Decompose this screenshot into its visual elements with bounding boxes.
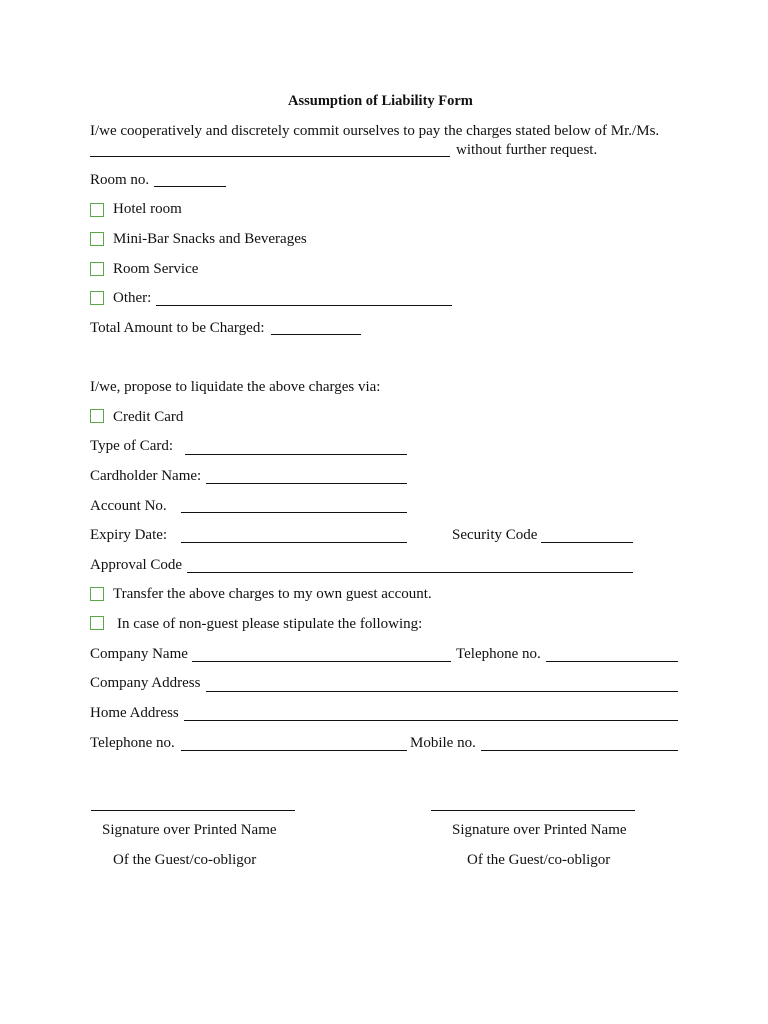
home-address-line[interactable] [184,720,678,721]
hotel-room-label: Hotel room [113,201,182,217]
liquidate-label: I/we, propose to liquidate the above charges via: [90,379,381,395]
telephone2-label: Telephone no. [90,735,175,751]
telephone-line[interactable] [546,661,678,662]
room-service-checkbox[interactable] [90,262,104,276]
intro-suffix: without further request. [456,142,598,158]
non-guest-checkbox[interactable] [90,616,104,630]
security-label: Security Code [452,527,538,543]
cardholder-label: Cardholder Name: [90,468,202,484]
account-label: Account No. [90,498,167,514]
total-label: Total Amount to be Charged: [90,320,265,336]
other-line[interactable] [156,305,452,306]
transfer-checkbox[interactable] [90,587,104,601]
form-title: Assumption of Liability Form [288,93,473,109]
expiry-label: Expiry Date: [90,527,168,543]
room-no-line[interactable] [154,186,226,187]
minibar-checkbox[interactable] [90,232,104,246]
signature-sub-left: Of the Guest/co-obligor [113,852,257,868]
company-address-line[interactable] [206,691,678,692]
credit-card-label: Credit Card [113,409,184,425]
type-of-card-label: Type of Card: [90,438,174,454]
guest-name-line[interactable] [90,156,450,157]
type-of-card-line[interactable] [185,454,407,455]
cardholder-line[interactable] [206,483,407,484]
other-label: Other: [113,290,152,306]
account-line[interactable] [181,512,407,513]
signature-sub-right: Of the Guest/co-obligor [467,852,611,868]
transfer-label: Transfer the above charges to my own guest account. [113,586,432,602]
company-name-label: Company Name [90,646,188,662]
home-address-label: Home Address [90,705,179,721]
room-service-label: Room Service [113,261,199,277]
other-checkbox[interactable] [90,291,104,305]
signature-line-right[interactable] [431,810,635,811]
security-line[interactable] [541,542,633,543]
company-address-label: Company Address [90,675,201,691]
approval-line[interactable] [187,572,633,573]
signature-label-right: Signature over Printed Name [452,822,627,838]
total-line[interactable] [271,334,361,335]
company-name-line[interactable] [192,661,451,662]
expiry-line[interactable] [181,542,407,543]
intro-text: I/we cooperatively and discretely commit ourselves to pay the charges stated below of Mr./Ms. [90,123,660,139]
telephone2-line[interactable] [181,750,407,751]
signature-line-left[interactable] [91,810,295,811]
room-no-label: Room no. [90,172,150,188]
credit-card-checkbox[interactable] [90,409,104,423]
telephone-label: Telephone no. [456,646,541,662]
signature-label-left: Signature over Printed Name [102,822,277,838]
hotel-room-checkbox[interactable] [90,203,104,217]
approval-label: Approval Code [90,557,183,573]
mobile-line[interactable] [481,750,678,751]
non-guest-label: In case of non-guest please stipulate the following: [117,616,423,632]
minibar-label: Mini-Bar Snacks and Beverages [113,231,307,247]
mobile-label: Mobile no. [410,735,476,751]
